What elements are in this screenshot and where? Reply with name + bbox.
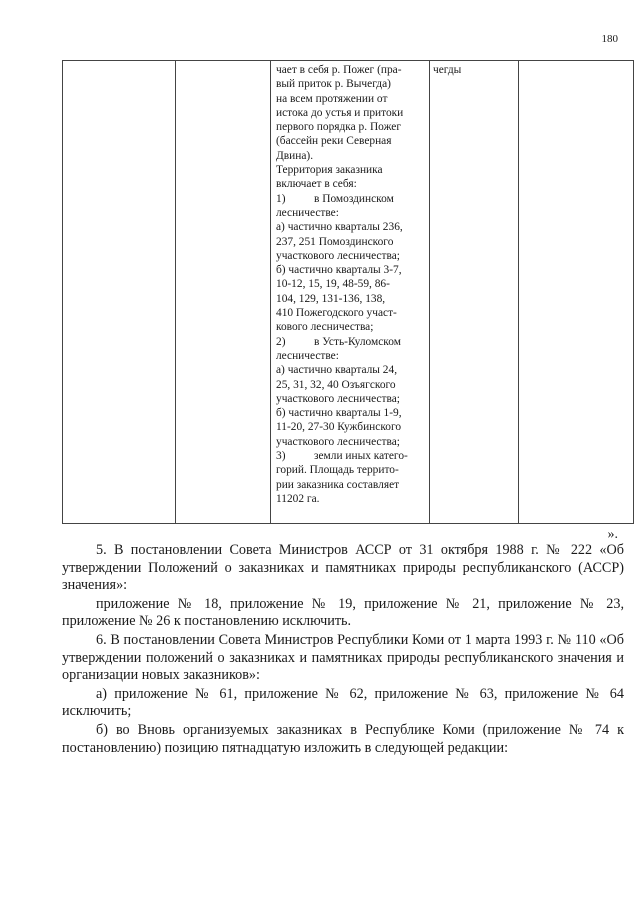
table-cell-1 — [63, 61, 176, 524]
text-line: б) частично кварталы 3-7, — [276, 264, 402, 277]
reserve-table — [62, 60, 634, 524]
text-line: участкового лесничества; — [276, 392, 400, 405]
numbered-line — [276, 449, 426, 463]
text-line: 410 Пожегодского участ- — [276, 307, 397, 320]
text-line: вый приток р. Вычегда) — [276, 78, 391, 91]
table-cell-4 — [430, 61, 519, 524]
text-line: лесничестве: — [276, 349, 339, 362]
paragraph: б) во Вновь организуемых заказниках в Республике Коми (приложение № 74 к постановлению) позицию пятнадцатую изложить в следующей редакции: — [62, 721, 624, 756]
text-line: а) частично кварталы 24, — [276, 364, 398, 377]
text-line: первого порядка р. Пожег — [276, 121, 402, 134]
table-row — [63, 61, 634, 524]
text-line: чает в себя р. Пожег (пра- — [276, 64, 402, 76]
closing-quote: ». — [607, 527, 618, 542]
text-line: 11-20, 27-30 Кужбинского — [276, 421, 402, 434]
list-text: земли иных катего- — [314, 450, 408, 463]
numbered-line — [276, 192, 426, 206]
list-number: 1) — [276, 192, 286, 205]
text-line: рии заказника составляет — [276, 478, 400, 491]
text-line: включает в себя: — [276, 178, 357, 191]
text-line: лесничестве: — [276, 206, 339, 219]
text-line: Территория заказника — [276, 164, 383, 177]
text-line: истока до устья и притоки — [276, 106, 404, 119]
text-line: 11202 га. — [276, 492, 320, 505]
text-line: Двина). — [276, 149, 314, 162]
table-cell-5 — [519, 61, 634, 524]
text-line: горий. Площадь террито- — [276, 464, 399, 477]
text-line: б) частично кварталы 1-9, — [276, 407, 402, 420]
text-line: (бассейн реки Северная — [276, 135, 392, 148]
list-text: в Усть-Куломском — [314, 335, 401, 348]
table-cell-2 — [176, 61, 271, 524]
paragraph: а) приложение № 61, приложение № 62, приложение № 63, приложение № 64 исключить; — [62, 685, 624, 720]
body-text — [62, 542, 624, 758]
paragraph: 6. В постановлении Совета Министров Республики Коми от 1 марта 1993 г. № 110 «Об утверждении положений о заказниках и памятниках природы республиканского значения и организации новых заказников»: — [62, 631, 624, 684]
numbered-line — [276, 335, 426, 349]
paragraph: 5. В постановлении Совета Министров АССР от 31 октября 1988 г. № 222 «Об утверждении Положений о заказниках и памятниках природы республиканского (АССР) значения»: — [62, 542, 624, 594]
table-cell-description — [271, 61, 430, 524]
table-cell-text: чегды — [433, 64, 462, 76]
text-line: а) частично кварталы 236, — [276, 221, 403, 234]
text-line: на всем протяжении от — [276, 92, 388, 105]
text-line: 104, 129, 131-136, 138, — [276, 292, 386, 305]
text-line: 237, 251 Помоздинского — [276, 235, 394, 248]
paragraph: приложение № 18, приложение № 19, приложение № 21, приложение № 23, приложение № 26 к постановлению исключить. — [62, 595, 624, 630]
list-text: в Помоздинском — [314, 192, 394, 205]
text-line: участкового лесничества; — [276, 435, 400, 448]
text-line: кового лесничества; — [276, 321, 374, 334]
list-number: 3) — [276, 450, 286, 463]
list-number: 2) — [276, 335, 286, 348]
text-line: 10-12, 15, 19, 48-59, 86- — [276, 278, 390, 291]
page-number: 180 — [601, 33, 618, 45]
text-line: 25, 31, 32, 40 Озъягского — [276, 378, 396, 391]
text-line: участкового лесничества; — [276, 249, 400, 262]
